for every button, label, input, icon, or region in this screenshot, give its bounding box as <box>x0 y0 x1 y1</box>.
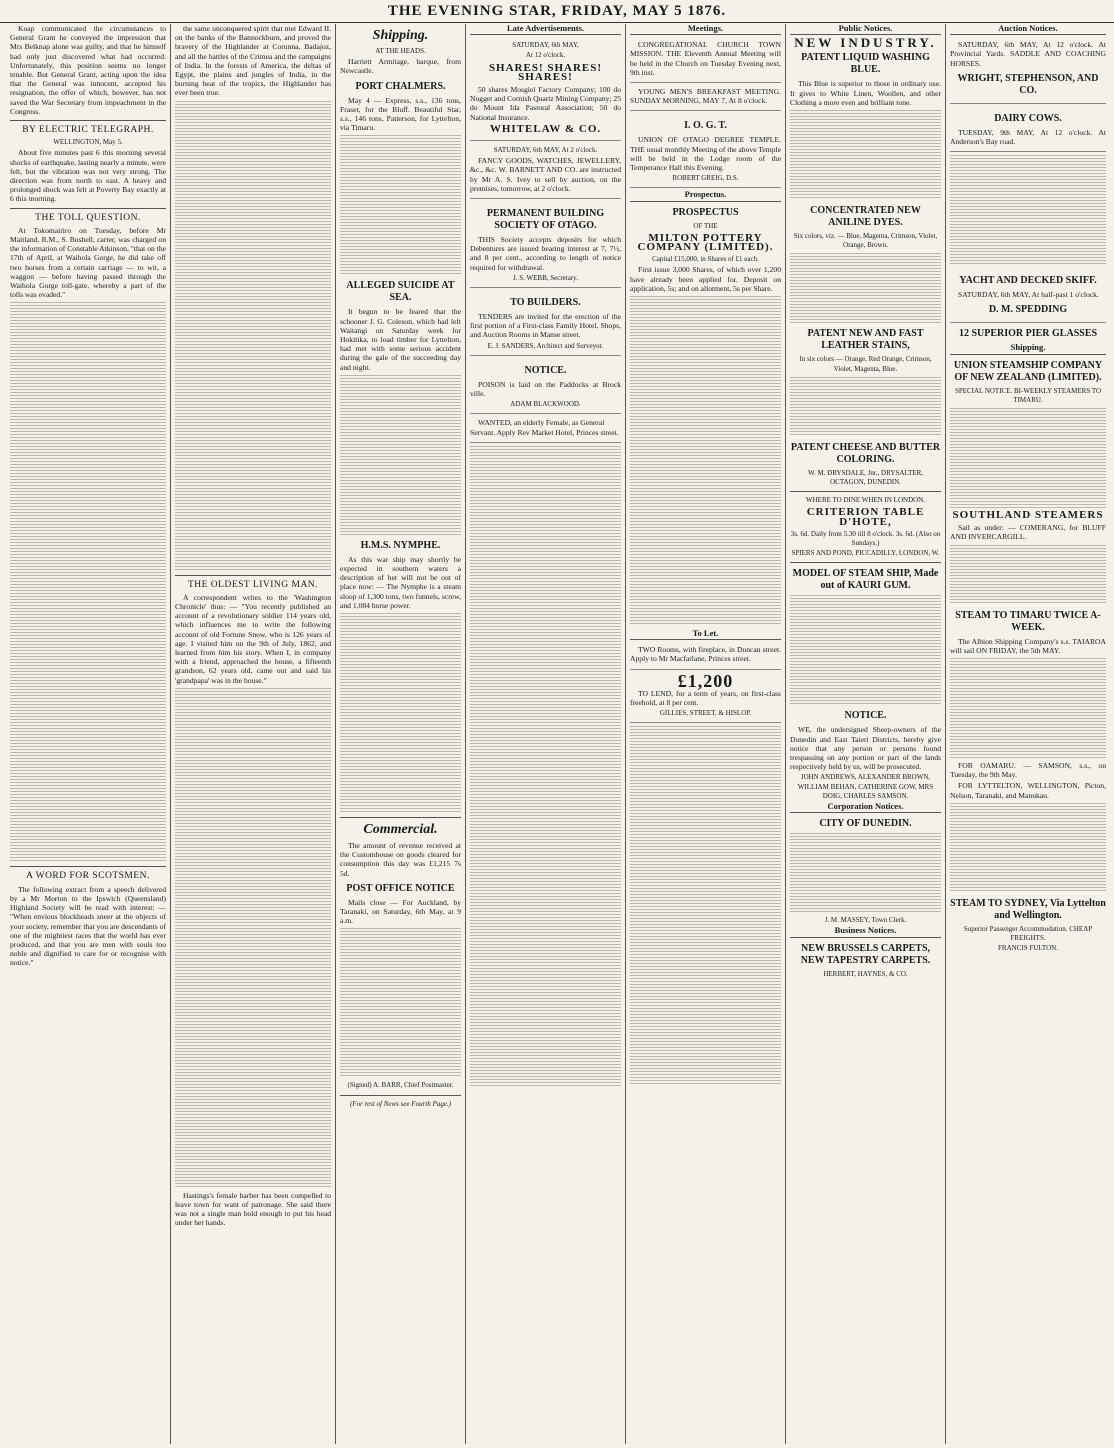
ad-filler <box>790 377 941 437</box>
ad-body: TWO Rooms, with fireplace, in Duncan street. Apply to Mr Macfarlane, Princes street. <box>630 645 781 664</box>
oamaru-sailing: FOR OAMARU. — SAMSON, s.s., on Tuesday, the 9th May. <box>950 761 1106 780</box>
late-ads-heading: Late Advertisements. <box>470 24 621 35</box>
postmaster-signature: (Signed) A. BARR, Chief Postmaster. <box>347 1081 454 1090</box>
breakfast-meeting-ad <box>630 85 781 111</box>
new-industry-headline: NEW INDUSTRY. <box>794 35 937 51</box>
shipping-subheading: AT THE HEADS. <box>375 47 426 55</box>
column-text-filler <box>340 135 461 275</box>
post-office-heading: POST OFFICE NOTICE <box>346 882 455 894</box>
city-of-dunedin-heading: CITY OF DUNEDIN. <box>819 818 912 830</box>
taiaroa-body: The Albion Shipping Company's s.s. TAIAROA will sail ON FRIDAY, the 5th MAY. <box>950 636 1106 655</box>
wanted-ad <box>470 416 621 442</box>
ad-body: SATURDAY, 6th MAY, At half-past 1 o'clock. <box>958 290 1099 300</box>
steam-sydney-heading: STEAM TO SYDNEY, Via Lyttelton and Wellington. <box>950 897 1106 921</box>
divider <box>10 866 166 867</box>
church-mission-ad <box>630 38 781 83</box>
toll-question-article: At Tokomairiro on Tuesday, before Mr Maitland, R.M., S. Bushell, carter, was charged on the information of Constable Atkinson, "that on the 17th of April, at Waihola Gorge, he did take off two horses from a certain carriage — to wit, a waggon — before having passed through the Waihola Gorge toll-gate, whereby a part of the tolls was evaded." <box>10 225 166 300</box>
ad-body: TUESDAY, 9th MAY, At 12 o'clock. At Anderson's Bay road. <box>950 127 1106 147</box>
ad-filler <box>950 658 1106 758</box>
ad-date: SATURDAY, 6th MAY, <box>512 41 579 50</box>
to-let-heading: To Let. <box>630 629 781 640</box>
ad-heading: NOTICE. <box>524 364 567 376</box>
ad-body: YOUNG MEN'S BREAKFAST MEETING. SUNDAY MORNING, MAY 7, At 8 o'clock. <box>630 87 781 106</box>
divider <box>790 562 941 563</box>
corporation-notices-heading: Corporation Notices. <box>790 802 941 813</box>
drysdale-signature: W. M. DRYSDALE, Jnr., DRYSALTER, OCTAGON, DUNEDIN. <box>807 468 923 487</box>
ad-filler <box>950 155 1106 265</box>
column-6 <box>786 24 946 1444</box>
column-4 <box>466 24 626 1444</box>
ad-signature: WRIGHT, STEPHENSON, AND CO. <box>957 72 1099 96</box>
ad-body: WANTED, an elderly Female, as General Servant. Apply Rev Market Hotel, Princes street. <box>470 418 619 437</box>
horses-auction-ad <box>950 38 1106 104</box>
page-columns <box>6 24 1110 1444</box>
column-text-filler <box>175 101 331 571</box>
ad-filler <box>790 833 941 913</box>
port-chalmers-heading: PORT CHALMERS. <box>355 80 446 92</box>
column-3 <box>336 24 466 1444</box>
prospectus-body: First issue 3,000 Shares, of which over 1,200 have already been applied for. Deposit on application, 5s; and on allotment, 5s per Share. <box>630 265 781 293</box>
prospectus-heading: Prospectus. <box>630 190 781 201</box>
loan-ad <box>630 672 781 724</box>
ad-filler <box>790 253 941 323</box>
town-clerk-signature: J. M. MASSEY, Town Clerk. <box>824 916 907 925</box>
suicide-article: It begun to be feared that the schooner J. G. Coleson, which had left Waitangi on Saturday week for Hokitika, to load timber for Lyttelton, had met with some serious accident during the gale of the succeeding day and night. <box>340 307 461 372</box>
divider <box>10 208 166 209</box>
ad-signature: ROBERT GREIG, D.S. <box>672 174 739 183</box>
toll-question-heading: THE TOLL QUESTION. <box>35 212 141 223</box>
divider <box>175 575 331 576</box>
column-text-filler <box>175 688 331 1188</box>
column-7 <box>946 24 1110 1444</box>
spiers-pond-signature: SPIERS AND POND, PICCADILLY, LONDON, W. <box>791 549 940 558</box>
more-news-note: (For rest of News see Fourth Page.) <box>349 1099 452 1108</box>
shipping-section-heading: Shipping. <box>372 28 429 43</box>
nymphe-article: As this war ship may shortly be expected in southern waters a description of her will not be out of place now: — The Nymphe is a steam sloop of 1,300 tons, two funnels, screw, and 1,084 horse power. <box>340 554 461 610</box>
aniline-dyes-heading: CONCENTRATED NEW ANILINE DYES. <box>810 205 921 229</box>
oldest-man-article: A correspondent writes to the 'Washington Chronicle' thus: — "You recently published an account of a revolutionary soldier 114 years old, which influences me to write the following account of old Fortune Snow, who is 126 years of age. I visited him on the 9th of July, 1862, and learned from him his story. When I, in company with a friend, approached the house, a fifteenth grandson, 62 years old, came out and said his 'grandpapa' was in the house." <box>175 592 331 685</box>
iogt-ad <box>630 113 781 188</box>
sailing-entries: May 4 — Express, s.s., 136 tons, Fraser, for the Bluff. Beautiful Star, s.s., 146 tons, Patterson, for Lyttelton, via Timaru. <box>340 95 461 133</box>
poison-notice-ad <box>470 358 621 415</box>
ad-body: TENDERS are invited for the erection of the first portion of a First-class Family Hotel, Shops, and Auction Rooms in Manse street. <box>470 312 621 340</box>
capital-line: Capital £15,000, in Shares of £1 each. <box>652 255 759 264</box>
ad-body: THIS Society accepts deposits for which Debentures are issued bearing interest at 7, 7½, and 8 per cent., according to length of notice required for withdrawal. <box>470 235 621 272</box>
classified-filler <box>470 446 621 1086</box>
washing-blue-body: This Blue is superior to those in ordinary use. It gives to White Linen, Woollen, and other Clothing a more even and brilliant tone. <box>790 79 941 107</box>
ad-time: At 12 o'clock. <box>525 51 566 60</box>
nymphe-heading: H.M.S. NYMPHE. <box>360 539 441 551</box>
ad-heading: TO BUILDERS. <box>510 297 581 309</box>
divider <box>340 817 461 818</box>
highlander-article: the same unconquered spirit that met Edward II. on the banks of the Bannockburn, and proved the bravery of the Highlander at Corunna, Badajoz, and all the battles of the Crimea and the campaigns of India. In the forests of America, the deltas of Egypt, the plains and jungles of India, in the burning heat of the tropics, the Highlander has ever been true. <box>175 24 331 98</box>
shipping-heading: Shipping. <box>950 343 1106 354</box>
ad-heading: YACHT AND DECKED SKIFF. <box>959 275 1097 287</box>
pier-glasses-heading: 12 SUPERIOR PIER GLASSES <box>958 328 1098 340</box>
dateline: WELLINGTON, May 5. <box>53 138 123 147</box>
ad-body: POISON is laid on the Paddocks at Brock ville. <box>470 379 621 399</box>
divider <box>790 491 941 492</box>
ad-signature: GILLIES, STREET, & HISLOP. <box>659 709 752 718</box>
kauri-model-heading: MODEL OF STEAM SHIP, Made out of KAURI GUM. <box>792 568 939 592</box>
sydney-body: Superior Passenger Accommodation. CHEAP FREIGHTS. <box>963 924 1093 943</box>
ad-filler <box>950 408 1106 508</box>
divider <box>10 120 166 121</box>
ad-heading: I. O. G. T. <box>684 120 727 132</box>
barber-article: Hastings's female barber has been compelled to leave town for want of patronage. She said there was not a single man bold enough to put his head under her hands. <box>175 1190 331 1228</box>
lyttelton-sailing: FOR LYTTELTON, WELLINGTON, Picton, Nelson, Taranaki, and Manukau. <box>950 781 1106 800</box>
fulton-signature: FRANCIS FULTON. <box>998 944 1058 953</box>
to-let-ad <box>630 643 781 669</box>
ad-body: 50 shares Mosgiel Factory Company; 100 do Nugget and Cornish Quartz Mining Company; 25 do Mount Ida Pastoral Association; 50 do National Insurance. <box>470 85 622 122</box>
building-society-ad <box>470 201 621 288</box>
prospectus-of: OF THE <box>693 221 718 230</box>
notice-heading: NOTICE. <box>844 710 887 722</box>
scotsmen-heading: A WORD FOR SCOTSMEN. <box>26 871 150 882</box>
column-text-filler <box>10 302 166 862</box>
prospectus-title: PROSPECTUS <box>672 206 739 218</box>
column-text-filler <box>340 928 461 1078</box>
ad-headline: SHARES! SHARES! SHARES! <box>488 61 603 83</box>
ad-signature: E. J. SANDERS, Architect and Surveyor. <box>487 341 604 350</box>
ad-filler <box>790 110 941 200</box>
union-steamship-heading: UNION STEAMSHIP COMPANY OF NEW ZEALAND (LIMITED). <box>953 359 1103 383</box>
ad-heading: PERMANENT BUILDING SOCIETY OF OTAGO. <box>486 208 605 232</box>
southland-body: Sail as under: — COMERANG, for BLUFF AND INVERCARGILL. <box>950 523 1106 542</box>
arrival-entry: Harriett Armitage, barque, from Newcastle. <box>340 57 461 76</box>
yacht-auction-ad <box>950 268 1106 323</box>
prospectus-filler <box>630 296 781 626</box>
ad-body: CONGREGATIONAL CHURCH TOWN MISSION. THE Eleventh Annual Meeting will be held in the Church on Tuesday Evening next, 9th inst. <box>630 40 781 77</box>
ad-body: FANCY GOODS, WATCHES, JEWELLERY, &c., &c. W. BARNETT AND CO. are instructed by Mr A. S. Ivey to sell by auction, on the premises, tomorrow, at 2 o'clock. <box>470 156 621 193</box>
ad-filler <box>950 803 1106 893</box>
ad-signature: J. S. WEBB, Secretary. <box>513 273 578 282</box>
carpets-heading: NEW BRUSSELS CARPETS, NEW TAPESTRY CARPETS. <box>800 942 931 966</box>
classified-filler <box>630 726 781 1086</box>
scotsmen-article: The following extract from a speech delivered by a Mr Morton to the Ipswich (Queensland) Highland Society will be read with interest: — "When envious blockheads sneer at the objects of your society, remember that you are descendants of one of the mightiest races that the world has ever produced, and that you are men with souls too noble and dignified to care for or recognise with notice." <box>10 884 166 968</box>
mail-notice: Mails close — For Auckland, by Taranaki, on Saturday, 6th May, at 9 a.m. <box>340 897 461 926</box>
column-text-filler <box>340 613 461 813</box>
loan-amount: £1,200 <box>677 670 734 691</box>
dine-london-line: WHERE TO DINE WHEN IN LONDON. <box>806 496 925 505</box>
trespass-notice: WE, the undersigned Sheep-owners of the Dunedin and East Taieri Districts, hereby give notice that any person or persons found trespassing on any portion or part of the lands respectively held by us, will be prosecuted. <box>790 725 941 772</box>
column-5 <box>626 24 786 1444</box>
timaru-notice: SPECIAL NOTICE. BI-WEEKLY STEAMERS TO TIMARU. <box>954 386 1102 404</box>
aniline-dyes-body: Six colors, viz. — Blue, Magenta, Crimson, Violet, Orange, Brown. <box>793 232 938 250</box>
builders-ad <box>470 290 621 356</box>
southland-steamers-heading: SOUTHLAND STEAMERS <box>952 509 1104 522</box>
telegraph-article: About five minutes past 6 this morning several shocks of earthquake, lasting nearly a minute, were felt, but the vibration was not very strong. The direction was from north to east. A heavy and prolonged shock was felt at Poverty Bay exactly at 6 this morning. <box>10 148 166 204</box>
public-notices-heading: Public Notices. <box>790 24 941 35</box>
divider <box>340 1095 461 1096</box>
auction-notices-heading: Auction Notices. <box>950 24 1106 35</box>
ad-body: TO LEND, for a term of years, on first-class freehold, at 8 per cent. <box>630 688 781 708</box>
telegraph-heading: BY ELECTRIC TELEGRAPH. <box>22 125 154 136</box>
commercial-section-heading: Commercial. <box>363 822 438 838</box>
business-notices-heading: Business Notices. <box>790 926 941 937</box>
shares-ad <box>470 38 621 141</box>
article-intro: Koap communicated the circumstances to General Grant he conveyed the impression that Mrs Belknap alone was guilty, and that he himself had only just discovered what had occurred. Unfortunately, this position seems no longer tenable. But General Grant, acting upon the idea that the General was innocent, accepted his resignation, the offer of which, however, has not saved the War Secretary from impeachment in the Congress. <box>10 24 166 116</box>
newspaper-title: THE EVENING STAR, FRIDAY, MAY 5 1876. <box>387 3 727 19</box>
oldest-man-heading: THE OLDEST LIVING MAN. <box>187 579 319 590</box>
ad-heading: DAIRY COWS. <box>994 112 1062 124</box>
auctioneer-name: WHITELAW & CO. <box>489 122 602 135</box>
ad-body: SATURDAY, 6th MAY, At 12 o'clock. At Provincial Yards. SADDLE AND COACHING HORSES. <box>950 40 1106 68</box>
sheep-owner-names: JOHN ANDREWS, ALEXANDER BROWN, WILLIAM BEHAN, CATHERINE GOW, MRS DOIG, CHARLES SAMSON. <box>797 773 934 800</box>
criterion-body: 3s. 6d. Daily from 5.30 till 8 o'clock. 3s. 6d. (Also on Sundays.) <box>790 529 941 548</box>
ad-body: UNION OF OTAGO DEGREE TEMPLE. THE usual monthly Meeting of the above Temple will be held in the Lodge room of the Temperance Hall this Evening. <box>630 135 781 173</box>
watches-ad <box>470 143 621 199</box>
suicide-heading: ALLEGED SUICIDE AT SEA. <box>346 280 455 304</box>
ad-date: SATURDAY, 6th MAY, At 2 o'clock. <box>493 146 598 155</box>
column-2 <box>171 24 336 1444</box>
ad-signature: ADAM BLACKWOOD. <box>510 400 581 409</box>
meetings-heading: Meetings. <box>630 24 781 35</box>
steam-timaru-heading: STEAM TO TIMARU TWICE A-WEEK. <box>955 609 1101 633</box>
leather-stains-body: In six colors — Orange, Red Orange, Crimson, Violet, Magenta, Blue. <box>799 355 932 373</box>
ad-signature: D. M. SPEDDING <box>988 304 1068 316</box>
column-text-filler <box>340 375 461 535</box>
dairy-cows-ad <box>950 106 1106 152</box>
ad-filler <box>950 545 1106 605</box>
ad-filler <box>790 595 941 705</box>
criterion-headline: CRITERION TABLE D'HOTE, <box>806 506 925 528</box>
column-1 <box>6 24 171 1444</box>
herbert-haynes-signature: HERBERT, HAYNES, & CO. <box>823 969 908 978</box>
customs-revenue: The amount of revenue received at the Customhouse on goods cleared for consumption this day was £1,215 7s 5d. <box>340 841 461 878</box>
washing-blue-heading: PATENT LIQUID WASHING BLUE. <box>801 52 930 76</box>
masthead <box>0 0 1114 23</box>
leather-stains-heading: PATENT NEW AND FAST LEATHER STAINS, <box>807 328 924 352</box>
cheese-coloring-heading: PATENT CHEESE AND BUTTER COLORING. <box>790 441 941 465</box>
pottery-company-name: MILTON POTTERY COMPANY (LIMITED). <box>637 231 774 254</box>
